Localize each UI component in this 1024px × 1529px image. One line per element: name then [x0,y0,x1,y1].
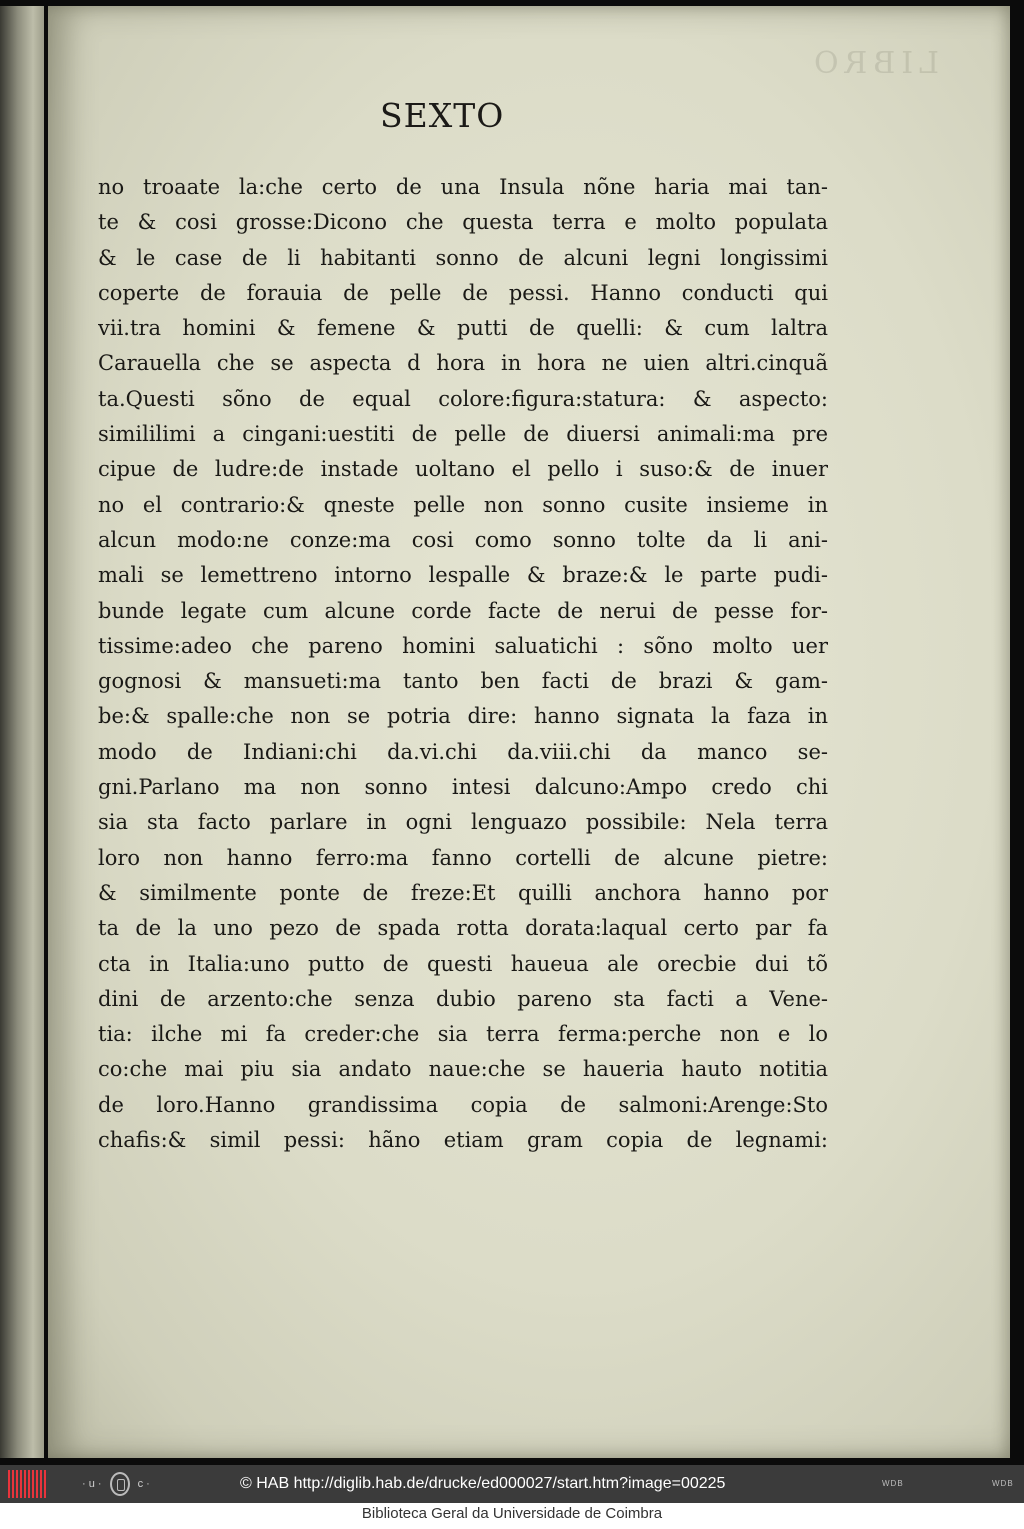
text-line: ta.Questi sõno de equal colore:figura:statura: & aspecto: [98,386,828,411]
text-line: gognosi & mansueti:ma tanto ben facti de brazi & gam- [98,669,828,694]
text-line: te & cosi grosse:Dicono che questa terra e molto populata [98,210,828,235]
text-line: & similmente ponte de freze:Et quilli anchora hanno por [98,880,828,905]
text-line: Carauella che se aspecta d hora in hora ne uien altri.cinquã [98,351,828,376]
text-line: & le case de li habitanti sonno de alcuni legni longissimi [98,245,828,270]
text-line: cta in Italia:uno putto de questi haueua ale orecbie dui tõ [98,951,828,976]
wdb-mark-2[interactable]: WDB [992,1479,1014,1488]
body-text [98,170,828,1158]
text-line: vii.tra homini & femene & putti de quelli: & cum laltra [98,316,828,341]
text-line: modo de Indiani:chi da.vi.chi da.viii.chi da manco se- [98,739,828,764]
text-line: loro non hanno ferro:ma fanno cortelli de alcune pietre: [98,845,828,870]
text-line: alcun modo:ne conze:ma cosi como sonno tolte da li ani- [98,527,828,552]
text-line: tia: ilche mi fa creder:che sia terra ferma:perche non e lo [98,1022,828,1047]
text-line: ta de la uno pezo de spada rotta dorata:laqual certo par fa [98,916,828,941]
viewer-footer [0,1465,1024,1503]
text-line: de loro.Hanno grandissima copia de salmoni:Arenge:Sto [98,1092,828,1117]
text-line: be:& spalle:che non se potria dire: hanno signata la faza in [98,704,828,729]
text-line: gni.Parlano ma non sonno intesi dalcuno:Ampo credo chi [98,775,828,800]
running-head: SEXTO [380,96,505,135]
text-line: coperte de forauia de pelle de pessi. Hanno conducti qui [98,280,828,305]
text-line: simililimi a cingani:uestiti de pelle de diuersi animali:ma pre [98,422,828,447]
copyright-url[interactable]: © HAB http://diglib.hab.de/drucke/ed000027/start.htm?image=00225 [240,1475,726,1492]
library-credit: Biblioteca Geral da Universidade de Coimbra [361,1505,663,1522]
text-line: bunde legate cum alcune corde facte de nerui de pesse for- [98,598,828,623]
barcode-icon[interactable] [8,1470,48,1498]
left-page-edge [0,6,44,1458]
nav-left-link[interactable]: · u · [82,1478,102,1490]
text-line: co:che mai piu sia andato naue:che se haueria hauto notitia [98,1057,828,1082]
footer-nav [82,1470,150,1498]
text-line: no troaate la:che certo de una Insula nõne haria mai tan- [98,175,828,199]
text-line: mali se lemettreno intorno lespalle & braze:& le parte pudi- [98,563,828,588]
seal-icon[interactable] [110,1472,130,1496]
text-line: dini de arzento:che senza dubio pareno sta facti a Vene- [98,986,828,1011]
wdb-mark-1[interactable]: WDB [882,1479,904,1488]
bleed-through-text: LIBRO [808,46,940,81]
text-line: cipue de ludre:de instade uoltano el pello i suso:& de inuer [98,457,828,482]
text-line: no el contrario:& qneste pelle non sonno cusite insieme in [98,492,828,517]
nav-right-link[interactable]: c · [137,1478,150,1490]
text-line: chafis:& simil pessi: hãno etiam gram copia de legnami: [98,1128,828,1153]
text-line: sia sta facto parlare in ogni lenguazo possibile: Nela terra [98,810,828,835]
text-line: tissime:adeo che pareno homini saluatichi : sõno molto uer [98,633,828,658]
